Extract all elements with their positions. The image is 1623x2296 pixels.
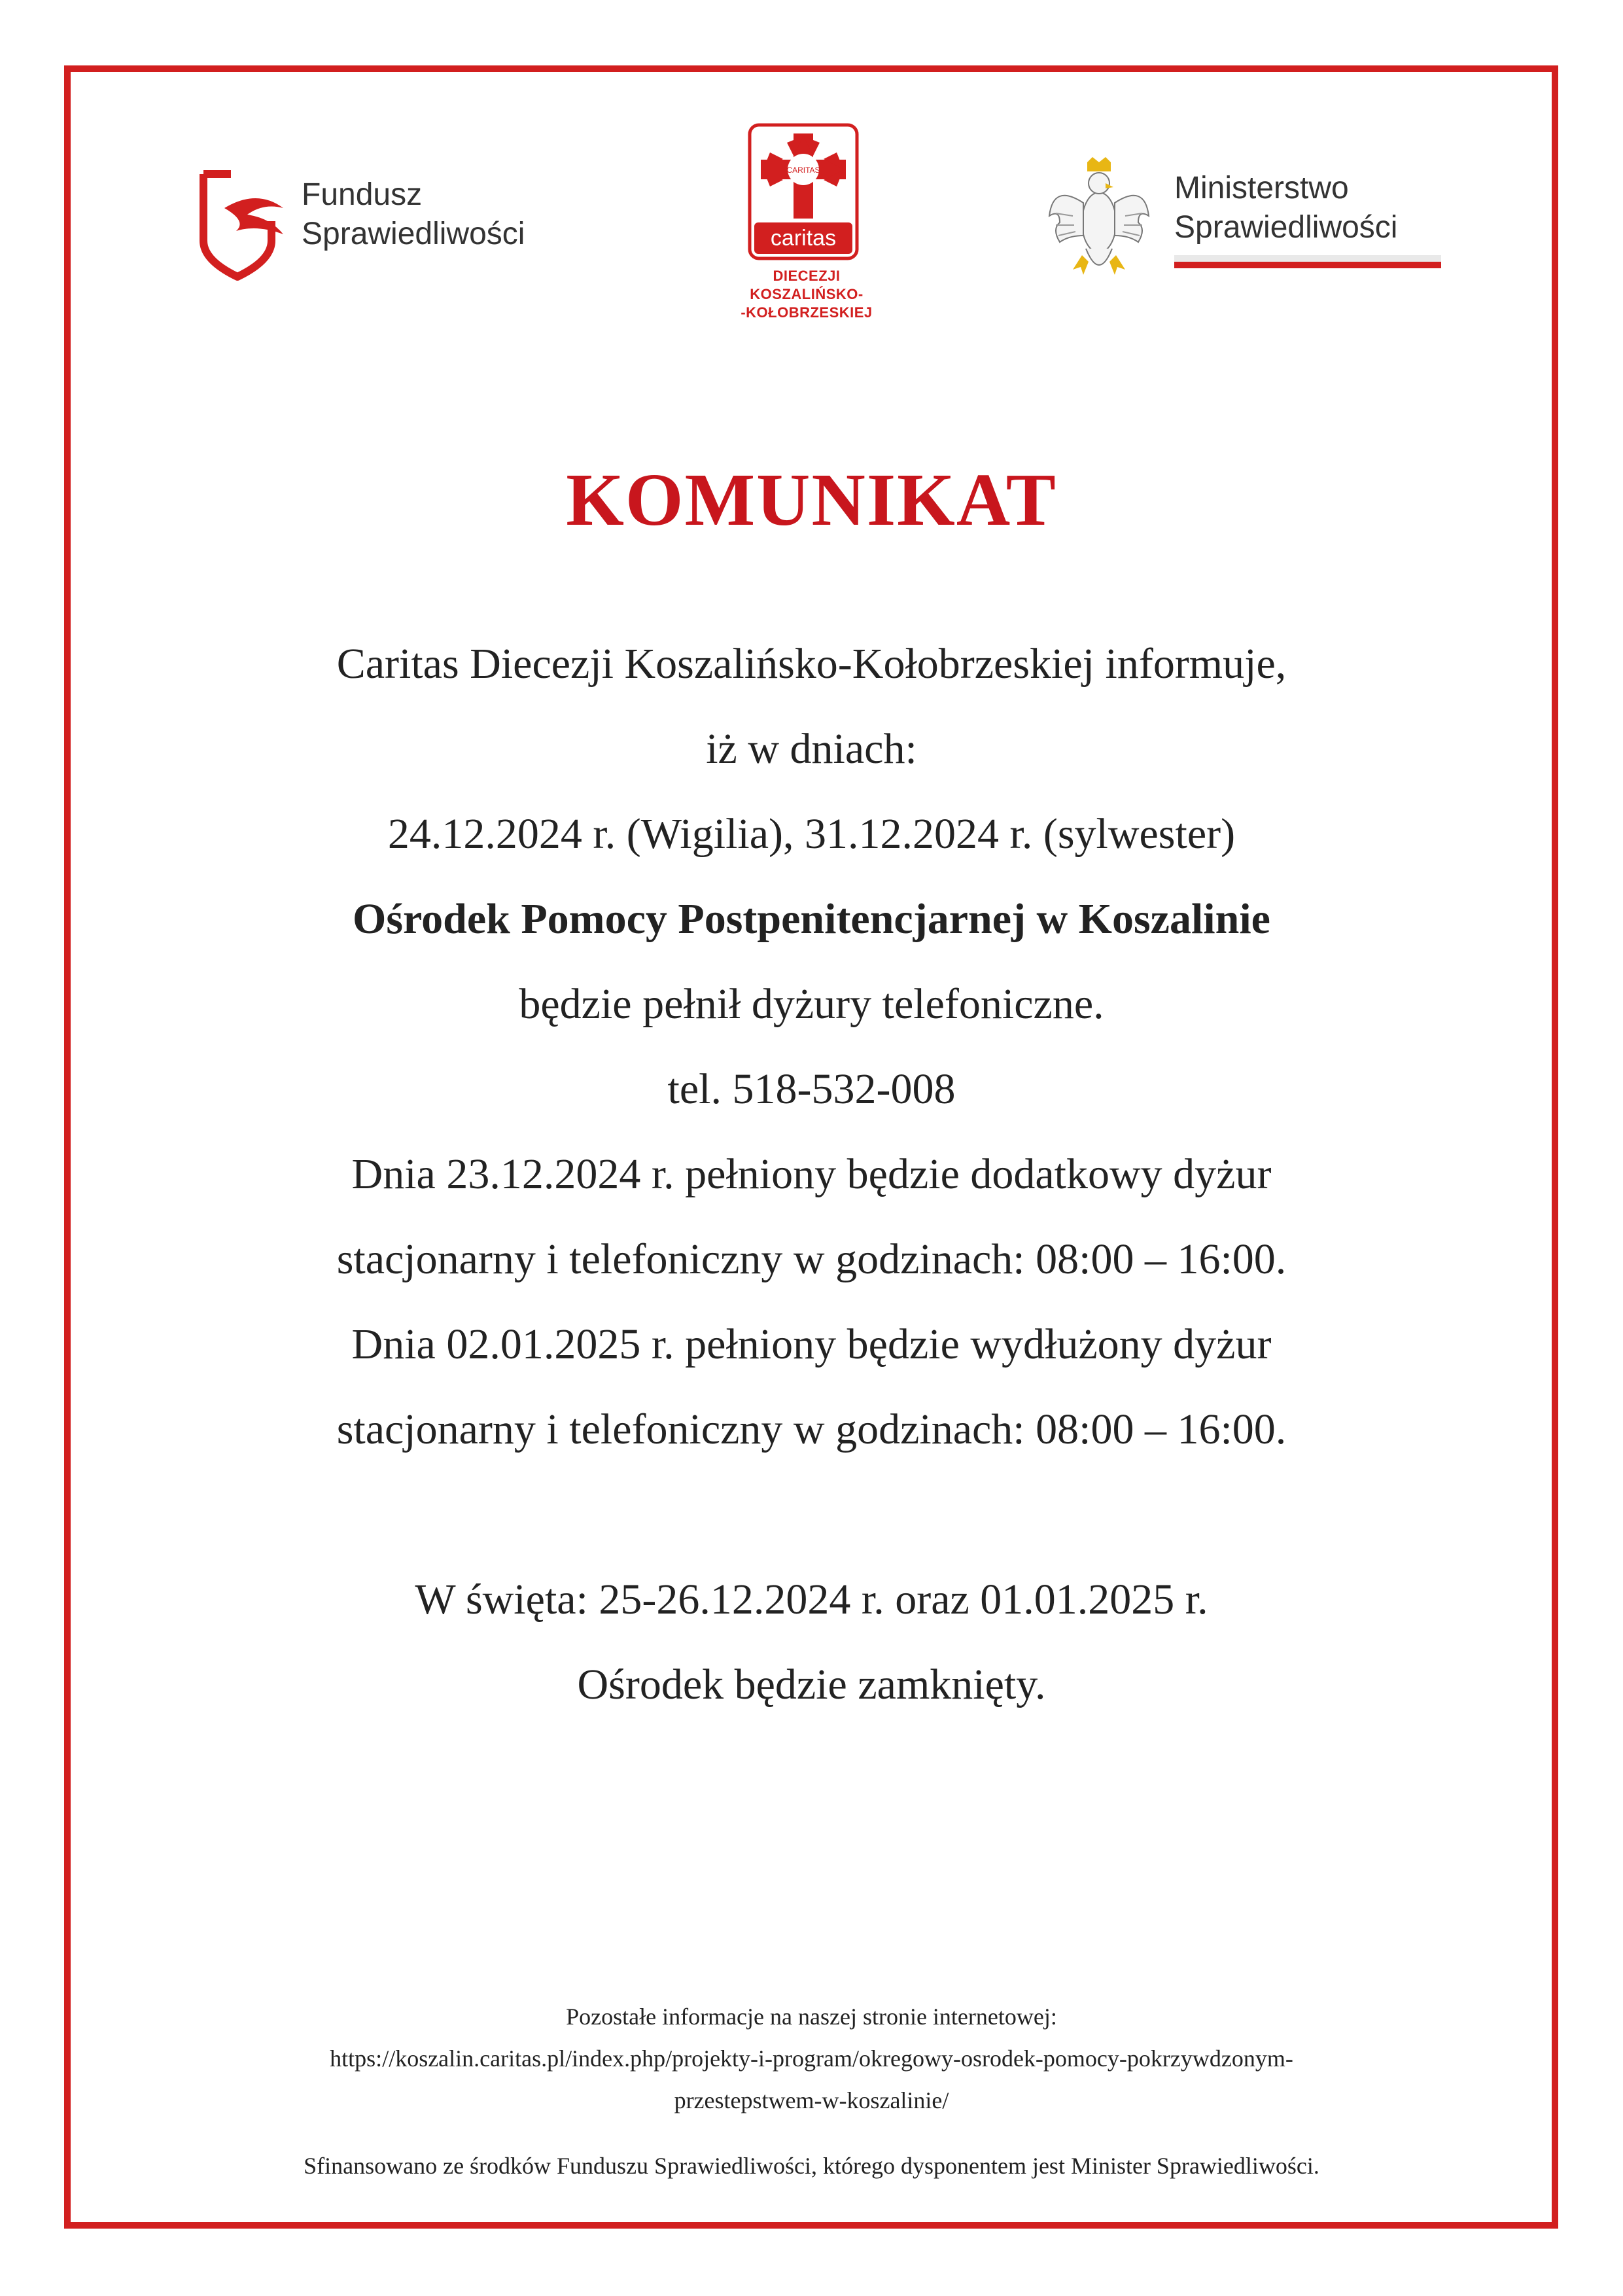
caritas-sub-line2: KOSZALIŃSKO- — [750, 286, 864, 302]
polish-flag-stripe — [1174, 255, 1441, 268]
ministerstwo-sprawiedliwosci-logo — [1047, 157, 1452, 288]
body-line-12-closed: Ośrodek będzie zamknięty. — [577, 1661, 1046, 1708]
announcement-body — [0, 622, 1623, 1727]
fundusz-line1: Fundusz — [302, 177, 423, 212]
caritas-sub-line3: -KOŁOBRZESKIEJ — [741, 304, 873, 321]
body-line-7: Dnia 23.12.2024 r. pełniony będzie dodatkowy dyżur — [351, 1150, 1272, 1198]
body-line-10: stacjonarny i telefoniczny w godzinach: 08:00 – 16:00. — [336, 1405, 1287, 1453]
footer-url-line2[interactable]: przestepstwem-w-koszalinie/ — [674, 2087, 949, 2113]
body-line-11-holidays: W święta: 25-26.12.2024 r. oraz 01.01.2025 r. — [415, 1576, 1208, 1623]
body-line-5: będzie pełnił dyżury telefoniczne. — [519, 980, 1104, 1028]
ministerstwo-line1: Ministerstwo — [1174, 171, 1349, 205]
svg-text:caritas: caritas — [770, 226, 837, 251]
caritas-logo — [741, 123, 875, 326]
body-line-3: 24.12.2024 r. (Wigilia), 31.12.2024 r. (sylwester) — [387, 810, 1236, 858]
caritas-sub-line1: DIECEZJI — [773, 268, 841, 284]
body-line-4-center-name: Ośrodek Pomocy Postpenitencjarnej w Koszalinie — [353, 895, 1270, 943]
svg-text:CARITAS: CARITAS — [786, 166, 820, 175]
white-eagle-icon — [1047, 157, 1151, 288]
fundusz-line2: Sprawiedliwości — [302, 217, 525, 251]
ministerstwo-line2: Sprawiedliwości — [1174, 210, 1398, 245]
fundusz-sprawiedliwosci-logo — [185, 162, 591, 287]
body-line-2: iż w dniach: — [706, 725, 917, 773]
footer-url-line1[interactable]: https://koszalin.caritas.pl/index.php/projekty-i-program/okregowy-osrodek-pomocy-pokrzywdzonym- — [330, 2045, 1293, 2072]
caritas-badge-icon — [748, 123, 859, 260]
footer — [0, 1996, 1623, 2187]
body-line-8: stacjonarny i telefoniczny w godzinach: 08:00 – 16:00. — [336, 1235, 1287, 1283]
body-line-6-phone: tel. 518-532-008 — [667, 1065, 956, 1113]
footer-funding-note: Sfinansowano ze środków Funduszu Sprawiedliwości, którego dysponentem jest Minister Sprawiedliwości. — [304, 2153, 1319, 2179]
footer-info: Pozostałe informacje na naszej stronie internetowej: — [566, 2004, 1057, 2030]
body-line-1: Caritas Diecezji Koszalińsko-Kołobrzeskiej informuje, — [336, 640, 1287, 688]
fundusz-shield-icon — [185, 162, 296, 287]
announcement-title: KOMUNIKAT — [566, 458, 1057, 541]
body-line-9: Dnia 02.01.2025 r. pełniony będzie wydłużony dyżur — [351, 1320, 1272, 1368]
